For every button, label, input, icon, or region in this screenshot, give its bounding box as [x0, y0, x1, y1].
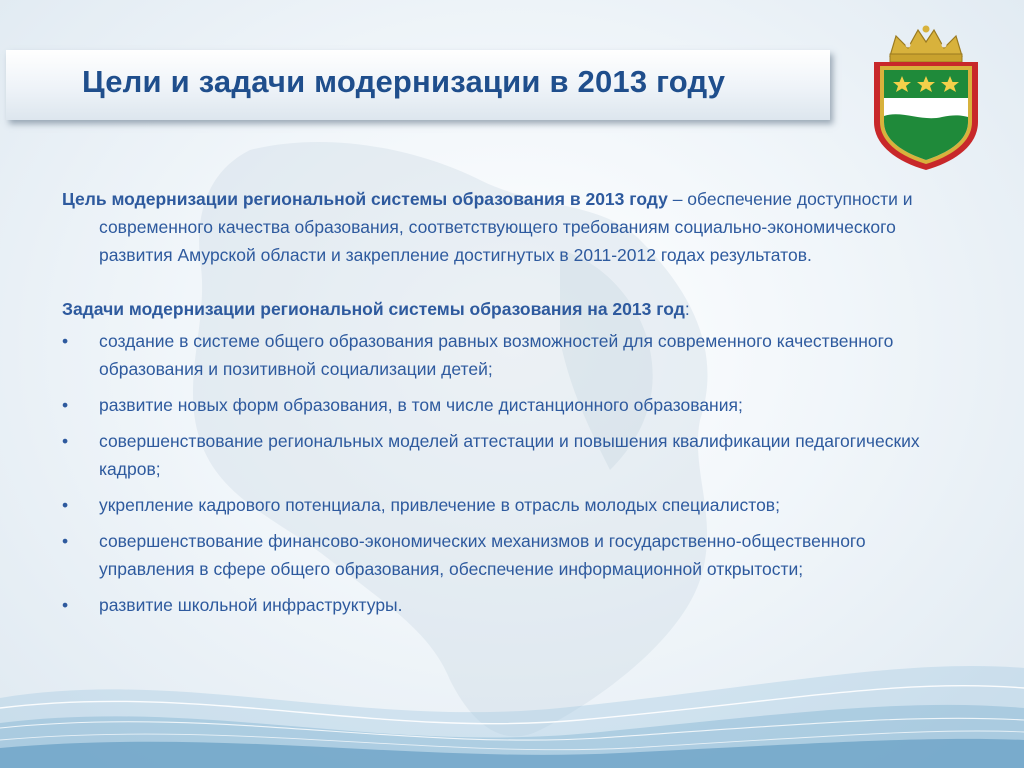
- bullet-icon: •: [62, 531, 69, 551]
- decorative-waves: [0, 628, 1024, 768]
- tasks-heading-paragraph: [62, 295, 942, 323]
- bullet-icon: •: [62, 431, 69, 451]
- slide-content: [62, 185, 942, 627]
- tasks-heading-suffix: :: [684, 299, 690, 319]
- list-item: [62, 391, 942, 419]
- bullet-icon: •: [62, 331, 69, 351]
- amur-region-coat-of-arms-icon: [862, 22, 990, 172]
- list-item: [62, 427, 942, 483]
- bullet-icon: •: [62, 395, 69, 415]
- list-item-text: совершенствование региональных моделей аттестации и повышения квалификации педагогических кадров;: [99, 431, 920, 479]
- list-item: [62, 327, 942, 383]
- tasks-list: [62, 327, 942, 619]
- list-item-text: укрепление кадрового потенциала, привлечение в отрасль молодых специалистов;: [99, 495, 780, 515]
- slide-title: Цели и задачи модернизации в 2013 году: [82, 64, 726, 99]
- list-item: [62, 591, 942, 619]
- bullet-icon: •: [62, 495, 69, 515]
- list-item-text: создание в системе общего образования равных возможностей для современного качественного образования и позитивной социализации детей;: [99, 331, 894, 379]
- goal-heading: Цель модернизации региональной системы образования в 2013 году: [62, 189, 668, 209]
- goal-paragraph: [62, 185, 942, 269]
- title-bar: [6, 50, 830, 120]
- list-item: [62, 527, 942, 583]
- list-item-text: развитие новых форм образования, в том числе дистанционного образования;: [99, 395, 743, 415]
- list-item-text: совершенствование финансово-экономических механизмов и государственно-общественного управления в сфере общего образования, обеспечение информационной открытости;: [99, 531, 866, 579]
- goal-text: – обеспечение доступности и современного качества образования, соответствующего требованиям социально-экономического развития Амурской области и закрепление достигнутых в 2011-2012 годах результатов.: [99, 189, 913, 265]
- bullet-icon: •: [62, 595, 69, 615]
- tasks-heading: Задачи модернизации региональной системы образования на 2013 год: [62, 299, 685, 319]
- list-item-text: развитие школьной инфраструктуры.: [99, 595, 403, 615]
- list-item: [62, 491, 942, 519]
